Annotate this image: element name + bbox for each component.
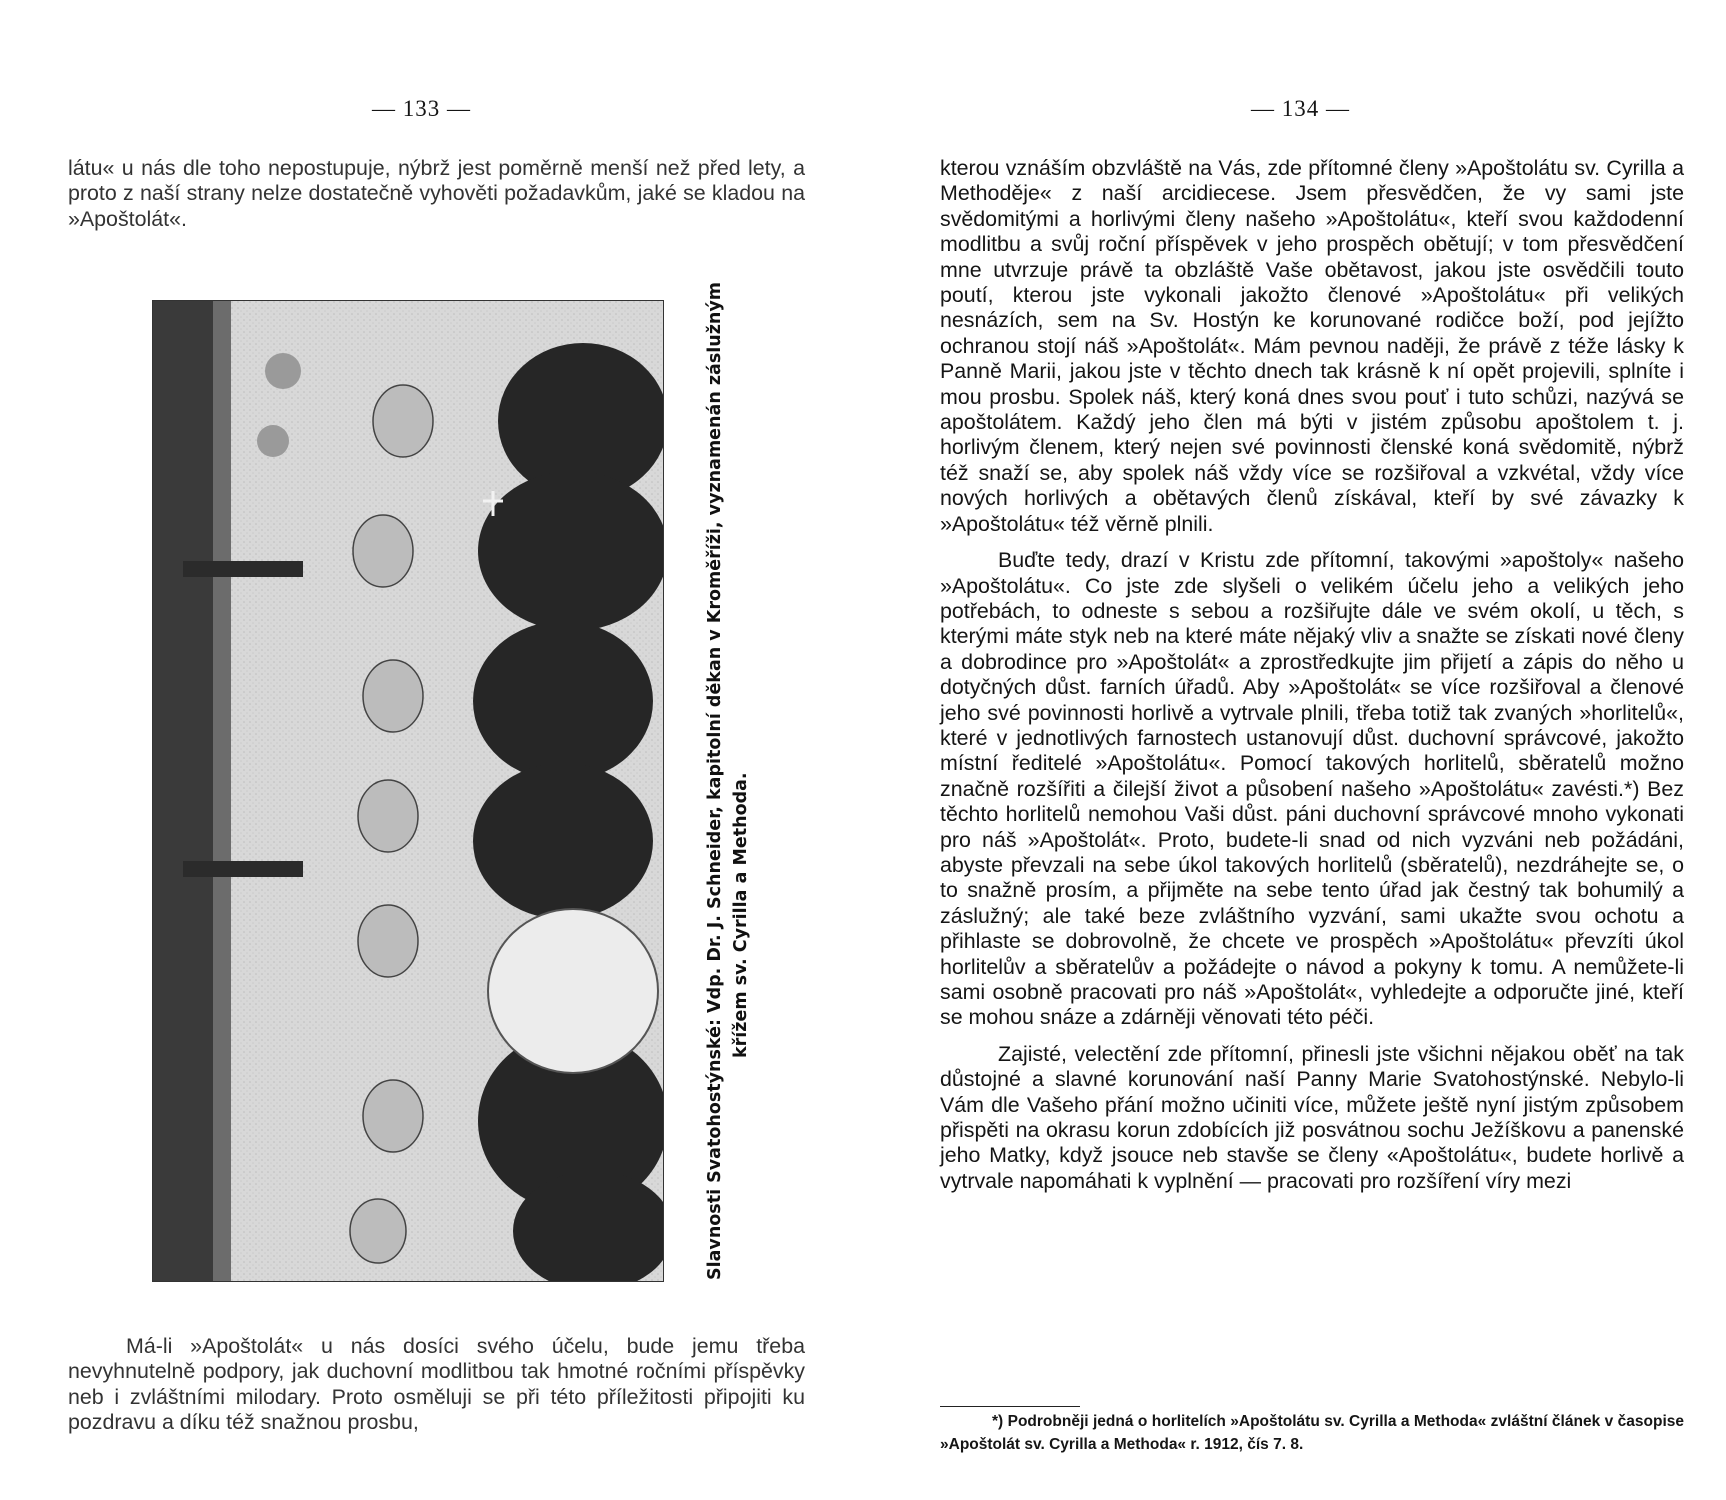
left-top-text: látu« u nás dle toho nepostupuje, nýbrž jest poměrně menší než před lety, a proto z naší strany nelze dostatečně vyhověti požadavkům, jaké se kladou na »Apoštolát«. <box>68 156 805 231</box>
right-body-text <box>940 156 1684 1194</box>
paragraph-2: Buďte tedy, drazí v Kristu zde přítomní, takovými »apoštoly« našeho »Apoštolátu«. Co jste zde slyšeli o velikém účelu jeho a velikých jeho potřebách, to odneste s sebou a rozšiřujte dále ve svém okolí, u těch, s kterými máte styk neb na které máte nějaký vliv a snažte se získati nové členy a dobrodince pro »Apoštolát« a zprostředkujte jim přijetí a zápis do něho u dotyčných důst. farních úřadů. Aby »Apoštolát« se více rozšiřoval a členové jeho své povinnosti horlivě a vytrvale plnili, třeba totiž tak zvaných »horlitelů«, které v jednotlivých farnostech ustanovují důst. duchovní správcové, jakožto místní ředitelé »Apoštolátu«. Pomocí takových horlitelů, sběratelů možno značně rozšířiti a čilejší život a působení našeho »Apoštolátu« zavésti.*) Bez těchto horlitelů nemohou Vaši důst. páni duchovní správcové mnoho vykonati pro náš »Apoštolát«. Proto, budete-li snad od nich vyzváni neb požádáni, abyste převzali na sebe úkol takových horlitelů (sběratelů), nezdráhejte se, o to snažně prosím, a přijměte na sebe tento úřad jak čestný tak bohumilý a záslužný; ale také beze zvláštního vyzvání, sami ukažte svou ochotu a přihlaste se dobrovolně, že chcete ve prospěch »Apoštolátu« převzíti úkol horlitelův a sběratelův a požádejte o návod a pokyny k tomu. A nemůžete-li sami osobně pracovati pro náš »Apoštolát«, vyhledejte a odporučte jiné, kteří se mohou snáze a zdárněji věnovati této péči. <box>940 548 1684 1030</box>
right-page <box>863 0 1726 1500</box>
paragraph-3: Zajisté, velectění zde přítomní, přinesli jste všichni nějakou oběť na tak důstojné a slavné korunování naší Panny Marie Svatohostýnské. Nebylo-li Vám dle Vašeho přání možno učiniti více, můžete ještě nyní jistým způsobem přispěti na okrasu korun zdobících již posvátnou sochu Ježíškovu a panenské jeho Matky, když jsouce neb stavše se členy «Apoštolátu«, budete horlivě a vytrvale napomáhati k vyplnění — pracovati pro rozšíření víry mezi <box>940 1041 1684 1193</box>
footnote: *) Podrobněji jedná o horlitelích »Apoštolátu sv. Cyrilla a Methoda« zvláštní článek v časopise »Apoštolát sv. Cyrilla a Methoda« r. 1912, čís 7. 8. <box>940 1413 1684 1453</box>
caption-line-1: Slavnosti Svatohostýnské: Vdp. Dr. J. Schneider, kapitolní děkan v Kroměříži, vyznamenán záslužným <box>705 281 725 1280</box>
photo-caption <box>702 280 782 1280</box>
caption-line-2: křížem sv. Cyrilla a Methoda. <box>731 772 751 1058</box>
paragraph-1: kterou vznáším obzvláště na Vás, zde přítomné členy »Apoštolátu sv. Cyrilla a Methoděje« z naší arcidiecese. Jsem přesvědčen, že vy sami jste svědomitými a horlivými členy našeho »Apoštolátu«, kteří svou každodenní modlitbu a svůj roční příspěvek v jeho prospěch obětují; v tom přesvědčení mne utvrzuje právě ta obzláště Vaše obětavost, jakou jste osvědčili touto poutí, kterou jste vykonali jakožto členové »Apoštolátu« při velikých nesnázích, sem na Sv. Hostýn ke korunované rodičce boží, pod jejížto ochranou stojí náš »Apoštolát«. Mám pevnou naději, že právě z téže lásky k Panně Marii, jakou jste v těchto dnech tak krásně k ní opět projevili, splníte i mou prosbu. Spolek náš, který koná dnes svou pouť i tuto schůzi, nazývá se apoštolátem. Každý jeho člen má býti v jistém způsobu apoštolem t. j. horlivým členem, který nejen své povinnosti členské koná svědomitě, nýbrž též snaží se, aby spolek náš vždy více se rozšiřoval a vzkvétal, vždy více nových horlivých a obětavých členů získával, kteří by své závazky k »Apoštolátu« též věrně plnili. <box>940 156 1684 536</box>
left-bottom-text <box>68 1334 805 1436</box>
page-number-133: — 133 — <box>372 96 471 121</box>
footnote-rule <box>940 1406 1080 1407</box>
group-photograph <box>152 300 664 1282</box>
left-bottom-paragraph: Má-li »Apoštolát« u nás dosíci svého účelu, bude jemu třeba nevyhnutelně podpory, jak duchovní modlitbou tak hmotné ročními příspěvky neb i zvláštními milodary. Proto osměluji se při této příležitosti připojiti ku pozdravu a díku též snažnou prosbu, <box>68 1334 805 1435</box>
page-number-134: — 134 — <box>1251 96 1350 121</box>
